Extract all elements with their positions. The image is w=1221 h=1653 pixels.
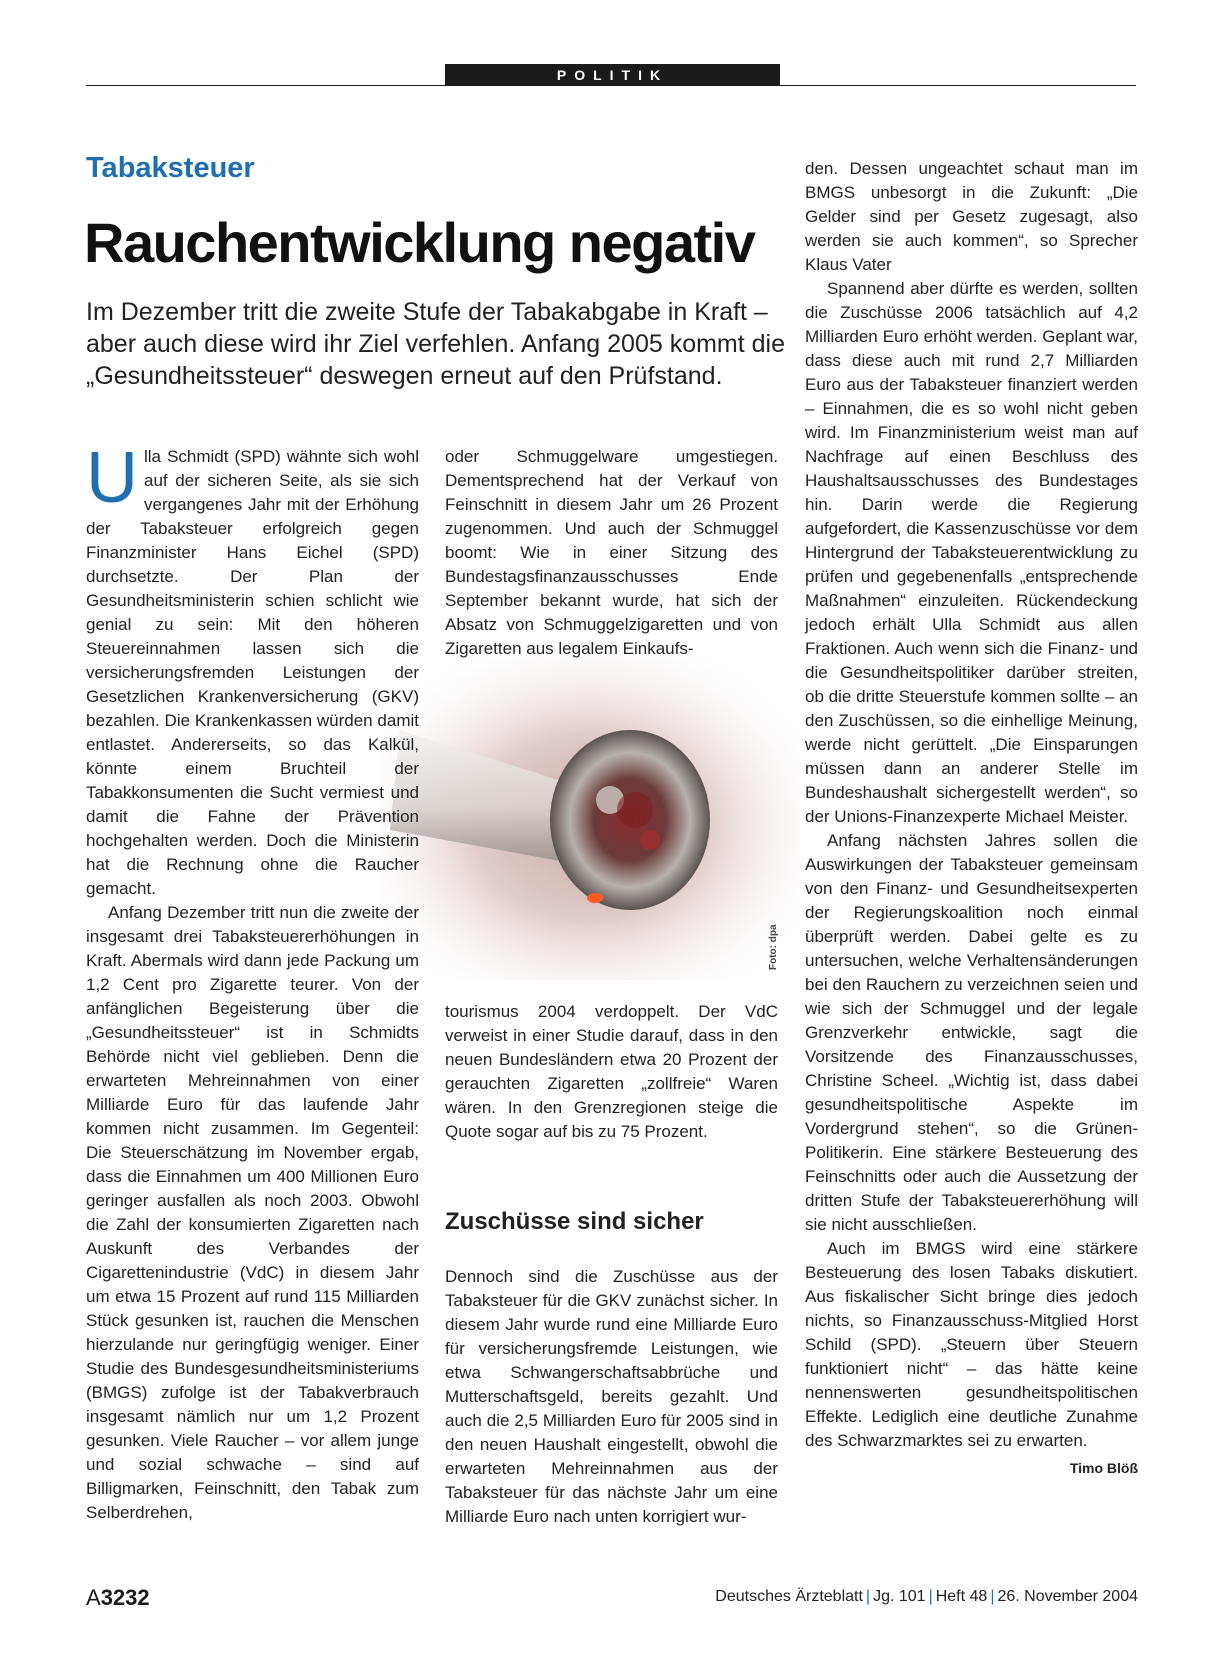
article-column-1 <box>86 438 419 1525</box>
issue: Heft 48 <box>935 1588 988 1605</box>
article-paragraph: Anfang Dezember tritt nun die zweite der insgesamt drei Tabaksteuererhöhungen in Kraft. Abermals wird dann jede Packung um 1,2 Cent pro Zigarette teurer. Von der anfänglichen Begeisterung über die „Gesundheitssteuer“ ist in Schmidts Behörde nicht viel geblieben. Denn die erwarteten Mehreinnahmen von einer Milliarde Euro für das laufende Jahr kommen nicht zusammen. Im Gegenteil: Die Steuerschätzung im November ergab, dass die Einnahmen um 400 Millionen Euro geringer ausfallen als noch 2003. Obwohl die Zahl der konsumierten Zigaretten nach Auskunft des Verbandes der Cigarettenindustrie (VdC) in diesem Jahr um etwa 15 Prozent auf rund 115 Milliarden Stück gesunken ist, rauchen die Menschen hierzulande nur geringfügig weniger. Einer Studie des Bundesgesundheitsministeriums (BMGS) zufolge ist der Tabakverbrauch insgesamt nämlich nur um 1,2 Prozent gesunken. Viele Raucher – vor allem junge und sozial schwache – sind auf Billigmarken, Feinschnitt, den Tabak zum Selberdrehen, <box>86 903 419 1522</box>
article-column-3 <box>805 157 1138 1480</box>
author-name: Timo Blöß <box>1069 1460 1138 1476</box>
separator: | <box>865 1588 871 1605</box>
article-paragraph: Anfang nächsten Jahres sollen die Auswirkungen der Tabaksteuer gemeinsam von den Finanz- und Gesundheitsexperten der Regierungskoalition noch einmal überprüft werden. Dabei gelte es zu untersuchen, welche Verhaltensänderungen bei den Rauchern zu verzeichnen seien und wie sich der Schmuggel und der legale Grenzverkehr entwickle, sagt die Vorsitzende des Finanzausschusses, Christine Scheel. „Wichtig ist, dass dabei gesundheitspolitische Aspekte im Vordergrund stehen“, so die Grünen-Politikerin. Eine stärkere Besteuerung des Feinschnitts oder auch die Aussetzung der dritten Stufe der Tabaksteuererhöhung will sie nicht ausschließen. <box>805 831 1138 1234</box>
separator: | <box>990 1588 995 1605</box>
volume: Jg. 101 <box>873 1588 926 1605</box>
separator: | <box>928 1588 933 1605</box>
cigarette-photo <box>380 640 800 980</box>
journal-name: Deutsches Ärzteblatt <box>715 1588 863 1605</box>
article-subhead: Zuschüsse sind sicher <box>445 1208 704 1235</box>
article-paragraph: den. Dessen ungeachtet schaut man im BMGS unbesorgt in die Zukunft: „Die Gelder sind per Gesetz zugesagt, also werden sie auch kommen“, so Sprecher Klaus Vater <box>805 159 1138 274</box>
paragraph-text: lla Schmidt (SPD) wähnte sich wohl auf der sicheren Seite, als sie sich vergangenes Jahr mit der Erhöhung der Tabaksteuer erfolgreich gegen Finanzminister Hans Eichel (SPD) durchsetzte. Der Plan der Gesundheitsministerin schien schlicht wie genial zu sein: Mit den höheren Steuereinnahmen lassen sich die versicherungsfremden Leistungen der Gesetzlichen Krankenversicherung (GKV) bezahlen. Die Krankenkassen würden damit entlastet. Andererseits, so das Kalkül, könnte einem Bruchteil der Tabakkonsumenten die Sucht vermiest und damit die Fahne der Prävention hochgehalten werden. Doch die Ministerin hat die Rechnung ohne die Raucher gemacht. <box>86 447 419 898</box>
article-paragraph: tourismus 2004 verdoppelt. Der VdC verweist in einer Studie darauf, dass in den neuen Bundesländern etwa 20 Prozent der gerauchten Zigaretten „zollfreie“ Waren wären. In den Grenzregionen steige die Quote sogar auf bis zu 75 Prozent. <box>445 1002 778 1141</box>
article-column-2-top <box>445 445 778 661</box>
article-deck: Im Dezember tritt die zweite Stufe der Tabakabgabe in Kraft – aber auch diese wird ihr Ziel verfehlen. Anfang 2005 kommt die „Gesundheitssteuer“ deswegen erneut auf den Prüfstand. <box>86 298 785 390</box>
date: 26. November 2004 <box>997 1588 1138 1605</box>
article-column-2-bottom <box>445 1265 778 1529</box>
photo-credit: Foto: dpa <box>768 924 779 970</box>
article-paragraph <box>805 1237 1138 1476</box>
article-paragraph: Dennoch sind die Zuschüsse aus der Tabaksteuer für die GKV zunächst sicher. In diesem Jahr wurde rund eine Milliarde Euro für versicherungsfremde Leistungen, wie etwa Schwangerschaftsabbrüche und Mutterschaftsgeld, bereits gezahlt. Und auch die 2,5 Milliarden Euro für 2005 sind in den neuen Haushalt eingestellt, obwohl die erwarteten Mehreinnahmen aus der Tabaksteuer für das nächste Jahr um eine Milliarde Euro nach unten korrigiert wur- <box>445 1267 778 1526</box>
journal-footer <box>715 1588 1138 1606</box>
article-column-2-mid <box>445 1000 778 1144</box>
article-paragraph: Spannend aber dürfte es werden, sollten die Zuschüsse 2006 tatsächlich auf 4,2 Milliarden Euro erhöht werden. Geplant war, dass diese auch mit rund 2,7 Milliarden Euro aus der Tabaksteuer finanziert werden – Einnahmen, die es so wohl nicht geben wird. Im Finanzministerium weist man auf Nachfrage auf einen Beschluss des Haushaltsausschusses des Bundestages hin. Darin werde die Regierung aufgefordert, die Kassenzuschüsse vor dem Hintergrund der Tabaksteuerentwicklung zu prüfen und gegebenenfalls „entsprechende Maßnahmen“ einzuleiten. Rückendeckung jedoch erhält Ulla Schmidt aus allen Fraktionen. Auch wenn sich die Finanz- und die Gesundheitspolitiker darüber streiten, ob die dritte Steuerstufe kommen sollte – an den Zuschüssen, so die einhellige Meinung, werde nicht gerüttelt. „Die Einsparungen müssen dann an anderer Stelle im Bundeshaushalt sichergestellt werden“, so der Unions-Finanzexperte Michael Meister. <box>805 279 1138 826</box>
dropcap: U <box>86 438 138 518</box>
article-kicker: Tabaksteuer <box>86 152 255 184</box>
paragraph-text: Auch im BMGS wird eine stärkere Besteuerung des losen Tabaks diskutiert. Aus fiskalischer Sicht bringe dies jedoch nichts, so Finanzausschuss-Mitglied Horst Schild (SPD). „Steuern über Steuern funktioniert nicht“ – das hätte keine nennenswerten gesundheitspolitischen Effekte. Lediglich eine deutliche Zunahme des Schwarzmarktes sei zu erwarten. <box>805 1239 1138 1450</box>
page-number-value: 3232 <box>100 1585 150 1610</box>
header-rule <box>86 85 1136 86</box>
page-number <box>86 1585 150 1611</box>
article-paragraph: oder Schmuggelware umgestiegen. Dementsprechend hat der Verkauf von Feinschnitt in diesem Jahr um 26 Prozent zugenommen. Und auch der Schmuggel boomt: Wie in einer Sitzung des Bundestagsfinanzausschusses Ende September bekannt wurde, hat sich der Absatz von Schmuggelzigaretten und von Zigaretten aus legalem Einkaufs- <box>445 447 778 658</box>
article-paragraph <box>86 438 419 901</box>
section-label: POLITIK <box>445 64 780 86</box>
article-headline: Rauchentwicklung negativ <box>84 211 755 274</box>
page-prefix: A <box>86 1585 101 1610</box>
